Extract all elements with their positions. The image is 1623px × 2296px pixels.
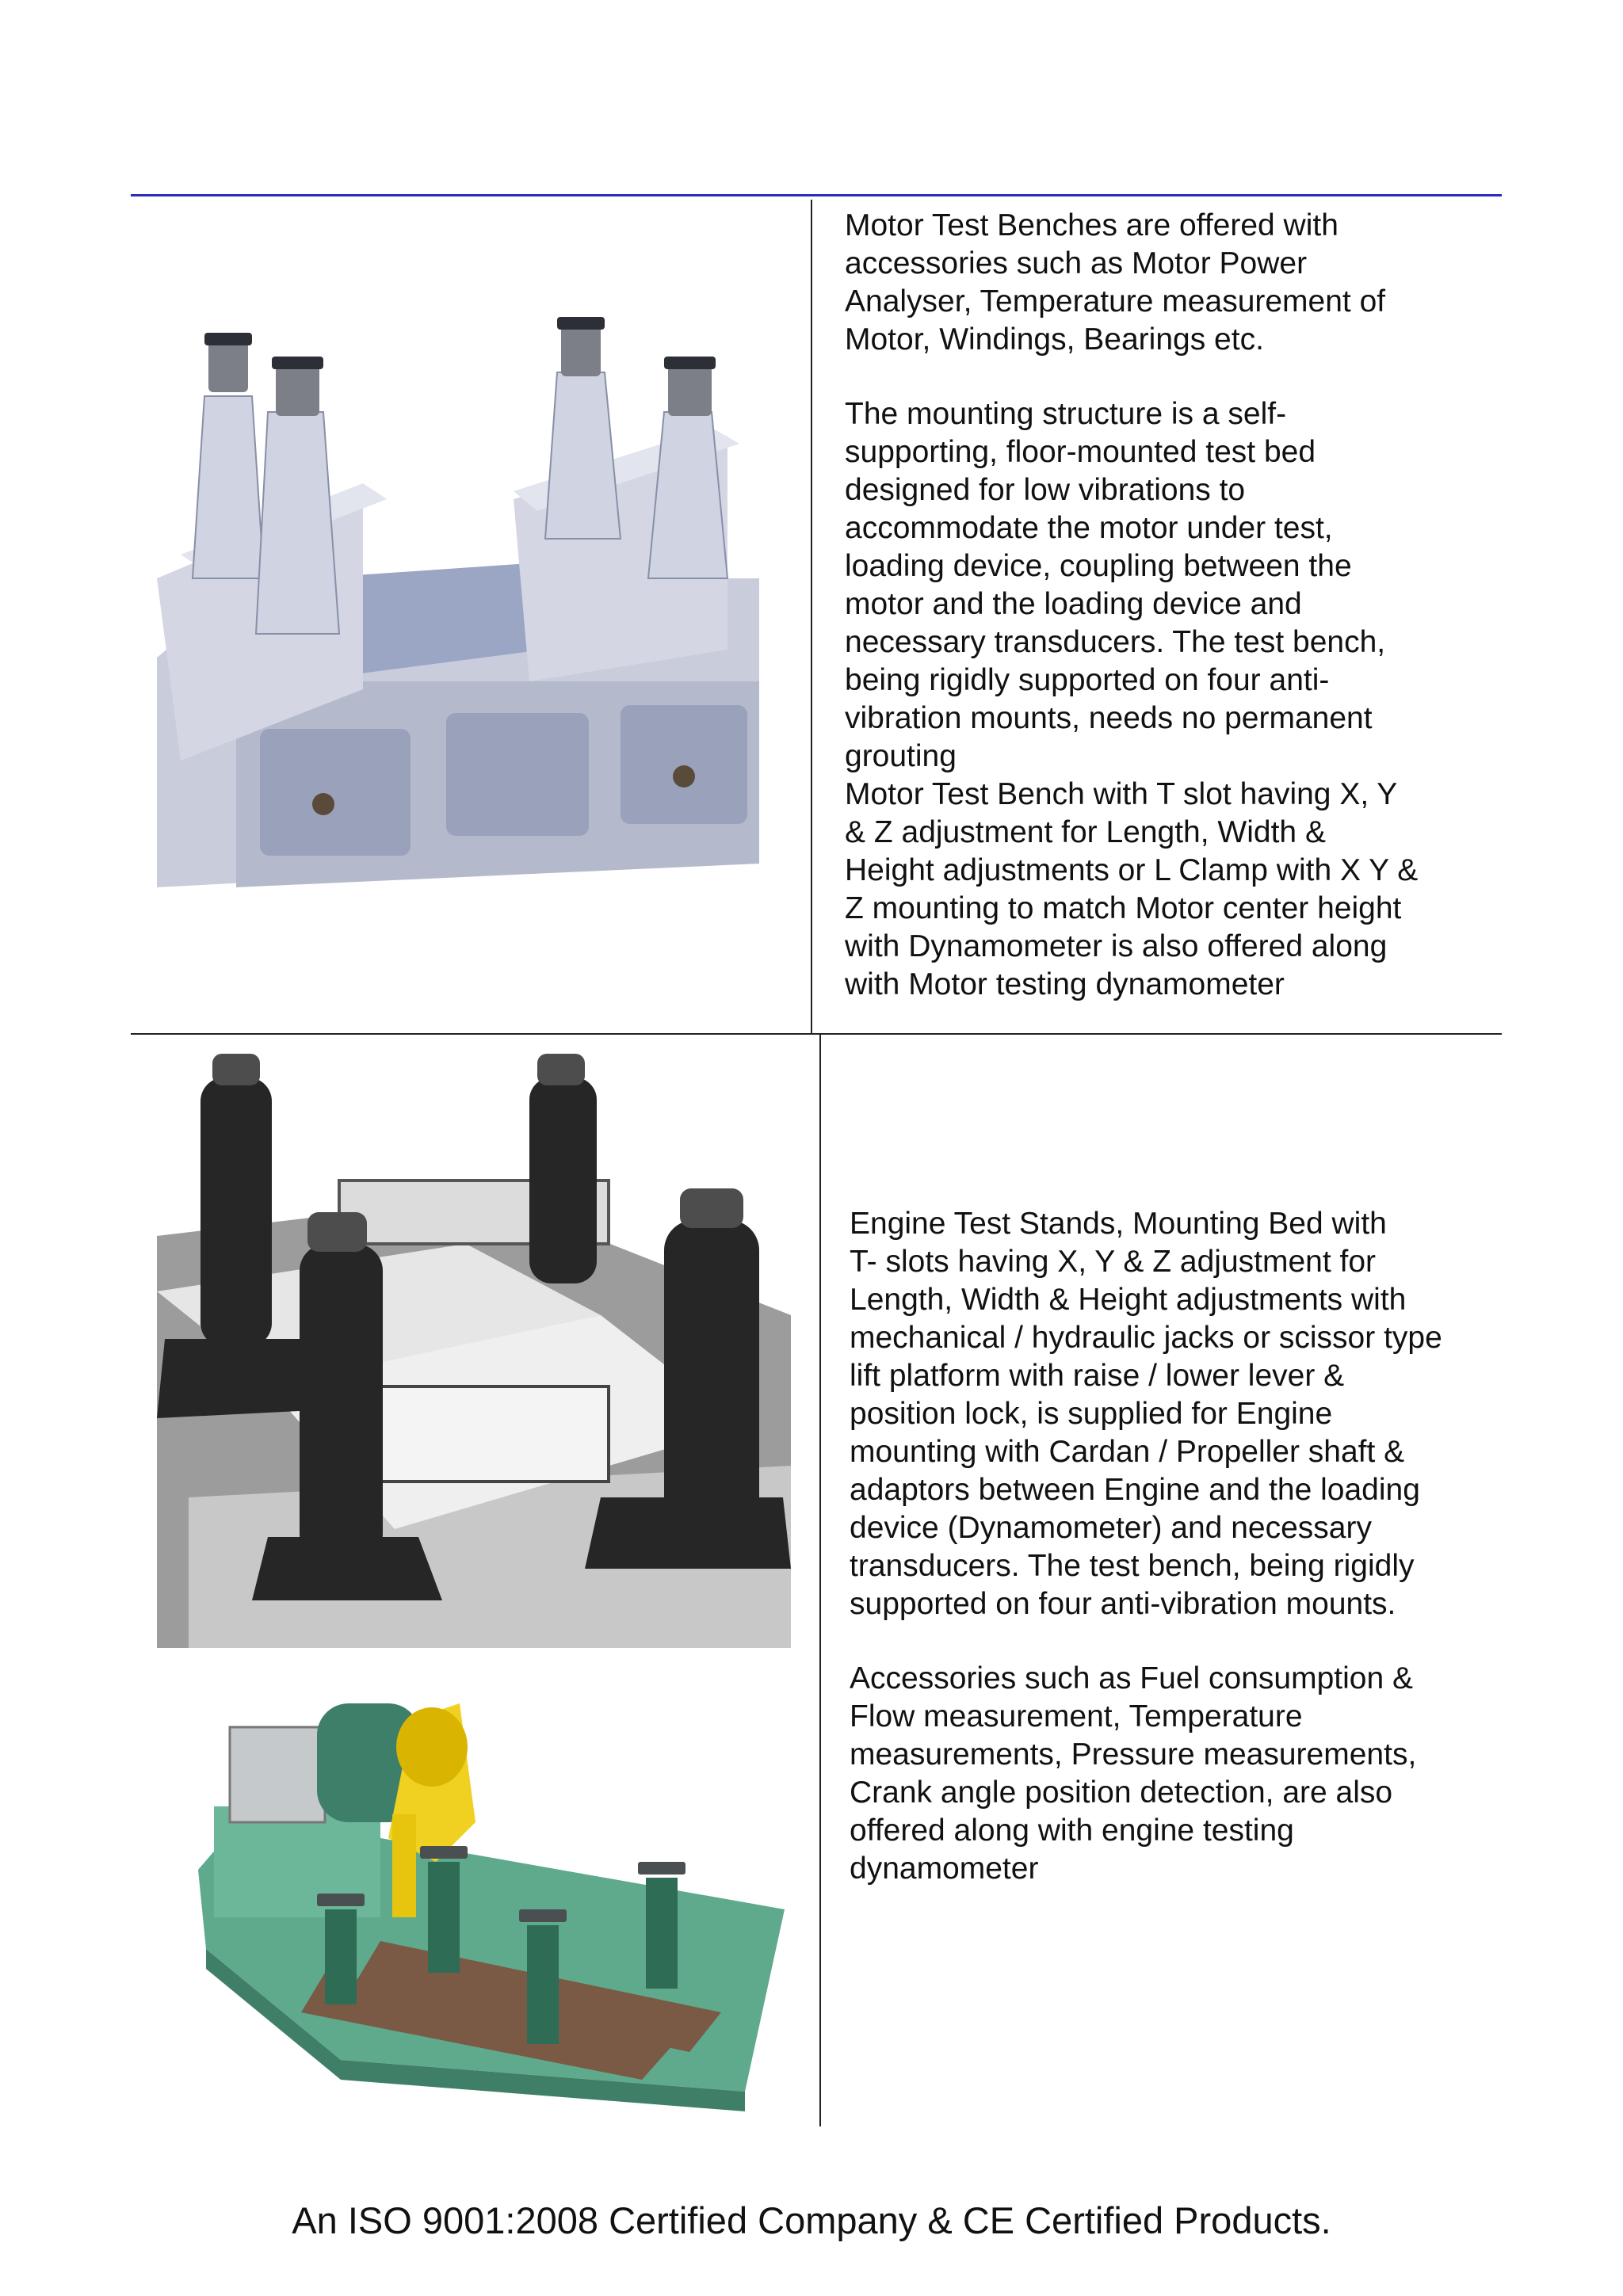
engine-paragraph-1-line-1: Engine Test Stands, Mounting Bed with	[850, 1207, 1387, 1241]
motor-paragraph-2-line-4: accommodate the motor under test,	[845, 511, 1333, 545]
motor-paragraph-2-line-9: vibration mounts, needs no permanent	[845, 701, 1373, 735]
motor-description	[845, 207, 1495, 1004]
motor-paragraph-3-line-1: Motor Test Bench with T slot having X, Y	[845, 777, 1398, 811]
motor-paragraph-3-line-4: Z mounting to match Motor center height	[845, 891, 1402, 925]
footer-certification: An ISO 9001:2008 Certified Company & CE Certified Products.	[292, 2199, 1331, 2241]
motor-paragraph-3-line-6: with Motor testing dynamometer	[845, 967, 1285, 1001]
engine-test-stand-image	[157, 1054, 791, 1648]
engine-paragraph-2-line-3: measurements, Pressure measurements,	[850, 1737, 1417, 1772]
engine-paragraph-1-line-4: mechanical / hydraulic jacks or scissor type	[850, 1321, 1442, 1355]
engine-paragraph-1-line-6: position lock, is supplied for Engine	[850, 1397, 1333, 1431]
engine-paragraph-2-line-2: Flow measurement, Temperature	[850, 1699, 1303, 1733]
engine-paragraph-2-line-5: offered along with engine testing	[850, 1814, 1294, 1848]
motor-paragraph-1-line-2: accessories such as Motor Power	[845, 246, 1308, 280]
engine-paragraph-1-line-8: adaptors between Engine and the loading	[850, 1473, 1420, 1507]
middle-rule	[131, 1033, 1502, 1035]
engine-paragraph-1-line-11: supported on four anti-vibration mounts.	[850, 1587, 1396, 1621]
engine-paragraph-1-line-3: Length, Width & Height adjustments with	[850, 1283, 1407, 1317]
motor-test-bench-image	[157, 317, 775, 887]
motor-paragraph-2-line-10: grouting	[845, 739, 957, 773]
engine-paragraph-1-line-2: T- slots having X, Y & Z adjustment for	[850, 1245, 1377, 1279]
motor-paragraph-3-line-5: with Dynamometer is also offered along	[845, 929, 1388, 963]
motor-paragraph-2-line-1: The mounting structure is a self-	[845, 397, 1287, 431]
engine-paragraph-1-line-5: lift platform with raise / lower lever &	[850, 1359, 1345, 1393]
engine-paragraph-2-line-4: Crank angle position detection, are also	[850, 1775, 1393, 1810]
top-blue-rule	[131, 194, 1502, 196]
motor-paragraph-3-line-2: & Z adjustment for Length, Width &	[845, 815, 1326, 849]
motor-paragraph-2-line-5: loading device, coupling between the	[845, 549, 1352, 583]
motor-paragraph-2-line-8: being rigidly supported on four anti-	[845, 663, 1330, 697]
motor-paragraph-2-line-3: designed for low vibrations to	[845, 473, 1246, 507]
motor-paragraph-1-line-1: Motor Test Benches are offered with	[845, 208, 1338, 242]
motor-paragraph-1-line-4: Motor, Windings, Bearings etc.	[845, 322, 1264, 357]
engine-mounting-bed-image	[198, 1680, 785, 2123]
engine-paragraph-2-line-1: Accessories such as Fuel consumption &	[850, 1661, 1413, 1695]
engine-paragraph-1-line-7: mounting with Cardan / Propeller shaft &	[850, 1435, 1405, 1469]
motor-paragraph-2-line-6: motor and the loading device and	[845, 587, 1302, 621]
motor-paragraph-2-line-7: necessary transducers. The test bench,	[845, 625, 1386, 659]
engine-description	[850, 1205, 1507, 1888]
top-column-divider	[811, 200, 812, 1033]
motor-paragraph-1-line-3: Analyser, Temperature measurement of	[845, 284, 1386, 318]
engine-paragraph-1-line-9: device (Dynamometer) and necessary	[850, 1511, 1372, 1545]
bottom-column-divider	[819, 1035, 821, 2126]
engine-paragraph-1-line-10: transducers. The test bench, being rigidly	[850, 1549, 1415, 1583]
motor-paragraph-2-line-2: supporting, floor-mounted test bed	[845, 435, 1316, 469]
motor-paragraph-3-line-3: Height adjustments or L Clamp with X Y &	[845, 853, 1419, 887]
engine-paragraph-2-line-6: dynamometer	[850, 1852, 1039, 1886]
